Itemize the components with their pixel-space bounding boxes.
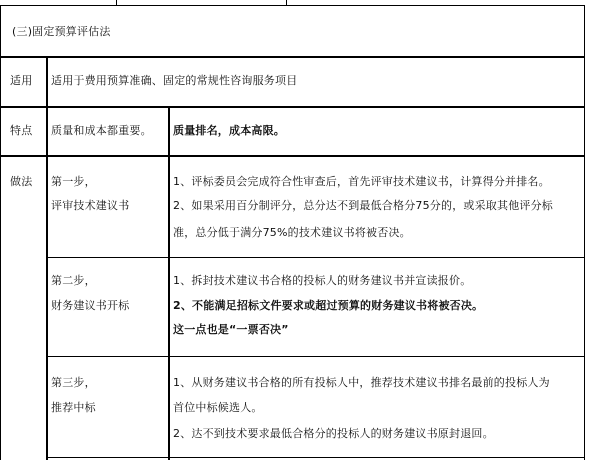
prev-col-divider: [286, 0, 287, 5]
prev-col-divider: [116, 0, 117, 5]
step1-line1: 1、评标委员会完成符合性审查后，首先评审技术建议书，计算得分并排名。: [173, 175, 550, 188]
left-border: [0, 5, 1, 460]
applicable-row-bottom: [0, 106, 585, 108]
step1-line3: 准，总分低于满分75%的技术建议书将被否决。: [173, 226, 411, 239]
step3-line1: 1、从财务建议书合格的所有投标人中，推荐技术建议书排名最前的投标人为: [173, 376, 550, 389]
step2-line2: 2、不能满足招标文件要求或超过预算的财务建议书将被否决。: [173, 299, 484, 312]
step2-line3: 这一点也是“一票否决”: [173, 323, 289, 336]
step1-bottom: [47, 257, 585, 258]
applicable-label: 适用: [10, 74, 33, 87]
step2-name: 财务建议书开标: [51, 299, 130, 312]
features-row-bottom: [0, 155, 585, 157]
features-label: 特点: [10, 124, 33, 137]
method-label: 做法: [10, 175, 33, 188]
label-col-divider: [46, 56, 48, 460]
step3-line3: 2、达不到技术要求最低合格分的投标人的财务建议书原封退回。: [173, 427, 494, 440]
step2-bottom: [47, 356, 585, 357]
step1-name: 评审技术建议书: [51, 199, 130, 212]
step2-number: 第二步，: [51, 274, 96, 287]
title-row-bottom: [0, 56, 585, 58]
step1-number: 第一步，: [51, 175, 96, 188]
right-border: [584, 5, 585, 460]
features-right-text: 质量排名，成本高限。: [173, 124, 285, 137]
step3-name: 推荐中标: [51, 401, 96, 414]
top-rule: [0, 5, 585, 6]
features-left-text: 质量和成本都重要。: [51, 124, 152, 137]
step2-line1: 1、拆封技术建议书合格的投标人的财务建议书并宣读报价。: [173, 274, 472, 287]
applicable-text: 适用于费用预算准确、固定的常规性咨询服务项目: [51, 74, 298, 87]
step3-line2: 首位中标候选人。: [173, 401, 263, 414]
content-col-divider: [168, 106, 170, 460]
step3-bottom: [47, 457, 585, 458]
section-title: (三)固定预算评估法: [12, 25, 111, 38]
step1-line2: 2、如果采用百分制评分，总分达不到最低合格分75分的，或采取其他评分标: [173, 199, 553, 212]
step3-number: 第三步，: [51, 376, 96, 389]
